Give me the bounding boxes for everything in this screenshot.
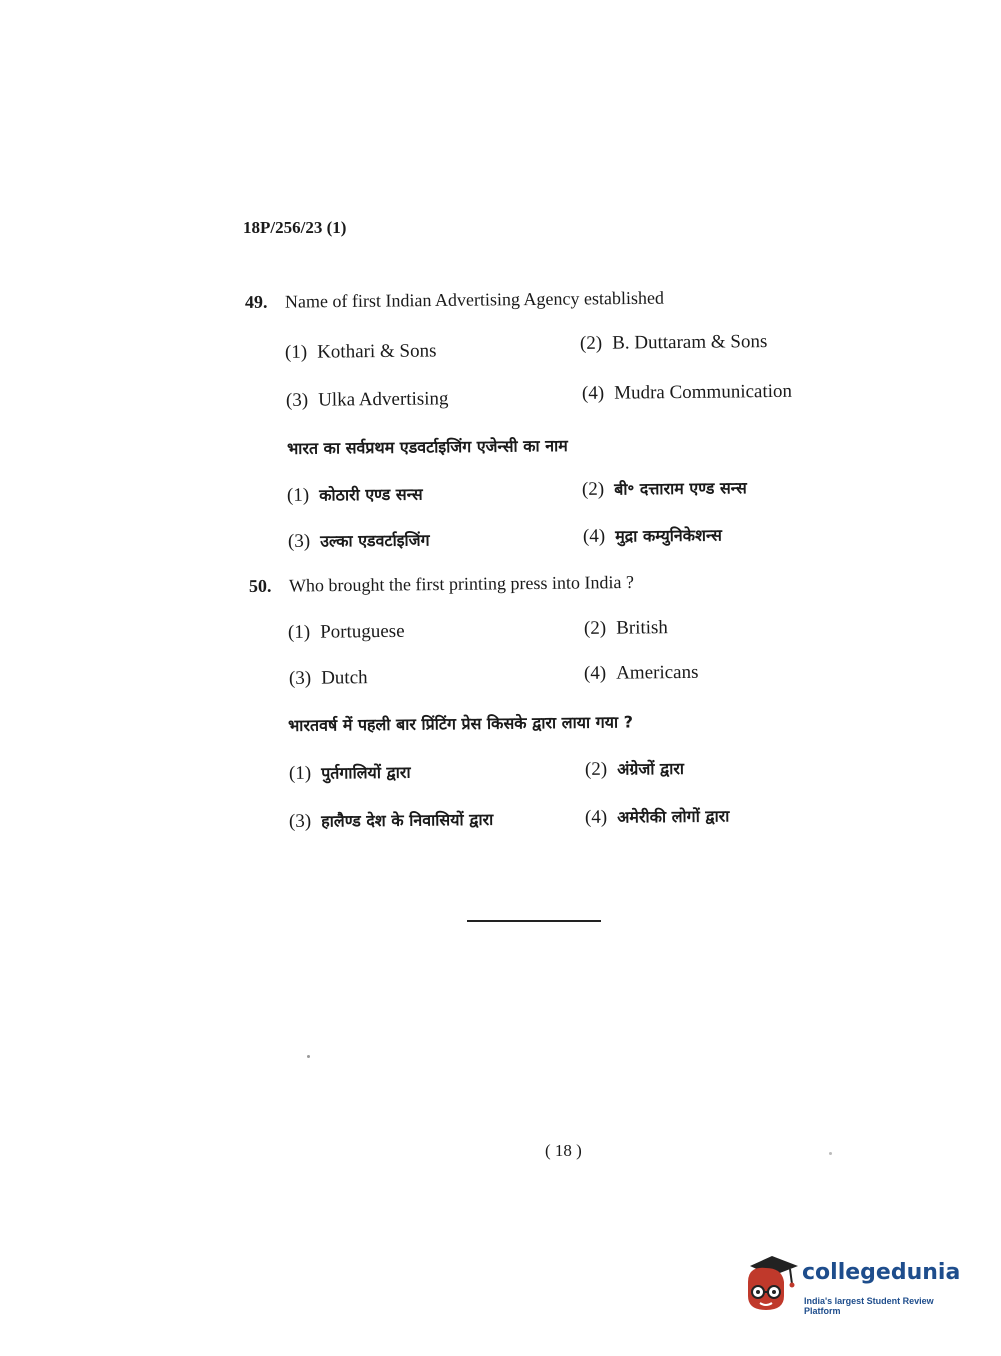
option-text: Ulka Advertising xyxy=(318,388,449,411)
scan-speck xyxy=(307,1055,310,1058)
collegedunia-logo xyxy=(742,1252,972,1316)
option-number: (4) xyxy=(581,382,605,404)
option-3 xyxy=(289,667,368,690)
option-text: Portuguese xyxy=(320,620,405,643)
hindi-option-4 xyxy=(583,524,722,548)
end-rule xyxy=(467,920,601,922)
question-text: Name of first Indian Advertising Agency established xyxy=(284,287,664,312)
hindi-option-2 xyxy=(585,757,684,781)
option-text: Americans xyxy=(616,661,699,684)
option-text: पुर्तगालियों द्वारा xyxy=(321,762,411,783)
question-number: 49. xyxy=(244,291,268,312)
option-text: उल्का एडवर्टाइजिंग xyxy=(320,530,430,551)
option-text: B. Duttaram & Sons xyxy=(612,331,768,354)
hindi-option-2 xyxy=(582,476,747,501)
brand-tagline: India's largest Student Review Platform xyxy=(804,1296,934,1316)
option-number: (2) xyxy=(579,332,603,354)
hindi-question-50: भारतवर्ष में पहली बार प्रिंटिंग प्रेस किसके द्वारा लाया गया ? xyxy=(287,712,634,735)
option-text: बी॰ दत्ताराम एण्ड सन्स xyxy=(614,478,747,499)
question-49 xyxy=(245,288,664,313)
option-number: (2) xyxy=(584,758,608,780)
option-number: (2) xyxy=(581,478,605,500)
option-2 xyxy=(584,617,668,640)
page-number: ( 18 ) xyxy=(545,1141,582,1160)
hindi-option-3 xyxy=(289,808,493,833)
question-text: Who brought the first printing press into India ? xyxy=(288,571,635,596)
option-number: (1) xyxy=(284,341,308,363)
hindi-option-4 xyxy=(585,804,730,829)
option-number: (4) xyxy=(583,662,607,684)
option-text: Dutch xyxy=(321,667,368,689)
option-1 xyxy=(285,340,437,364)
option-text: Kothari & Sons xyxy=(317,340,437,363)
hindi-option-1 xyxy=(287,483,423,507)
option-number: (1) xyxy=(287,621,311,643)
option-text: Mudra Communication xyxy=(614,380,793,404)
option-number: (2) xyxy=(583,617,607,639)
option-text: अंग्रेजों द्वारा xyxy=(617,758,685,779)
option-number: (4) xyxy=(582,525,606,547)
brand-name: collegedunia xyxy=(802,1260,961,1285)
option-text: British xyxy=(616,617,668,639)
question-number: 50. xyxy=(248,575,272,596)
option-number: (1) xyxy=(288,762,312,784)
option-number: (1) xyxy=(286,484,310,506)
option-text: अमेरीकी लोगों द्वारा xyxy=(617,806,730,827)
mascot-icon xyxy=(742,1252,800,1314)
option-4 xyxy=(582,381,792,405)
paper-code: 18P/256/23 (1) xyxy=(243,218,347,237)
option-4 xyxy=(584,662,699,685)
option-2 xyxy=(580,331,768,355)
option-number: (3) xyxy=(287,530,311,552)
option-text: मुद्रा कम्युनिकेशन्स xyxy=(615,525,722,546)
hindi-question-49: भारत का सर्वप्रथम एडवर्टाइजिंग एजेन्सी का नाम xyxy=(286,436,568,458)
scan-speck xyxy=(829,1152,832,1155)
option-number: (4) xyxy=(584,806,608,828)
hindi-option-1 xyxy=(289,761,411,785)
option-number: (3) xyxy=(288,667,312,689)
option-text: हालैण्ड देश के निवासियों द्वारा xyxy=(321,809,494,831)
option-1 xyxy=(288,621,405,644)
option-text: कोठारी एण्ड सन्स xyxy=(319,484,423,505)
option-number: (3) xyxy=(285,389,309,411)
option-3 xyxy=(286,388,449,412)
option-number: (3) xyxy=(288,810,312,832)
hindi-option-3 xyxy=(288,529,430,553)
question-50 xyxy=(249,572,634,597)
